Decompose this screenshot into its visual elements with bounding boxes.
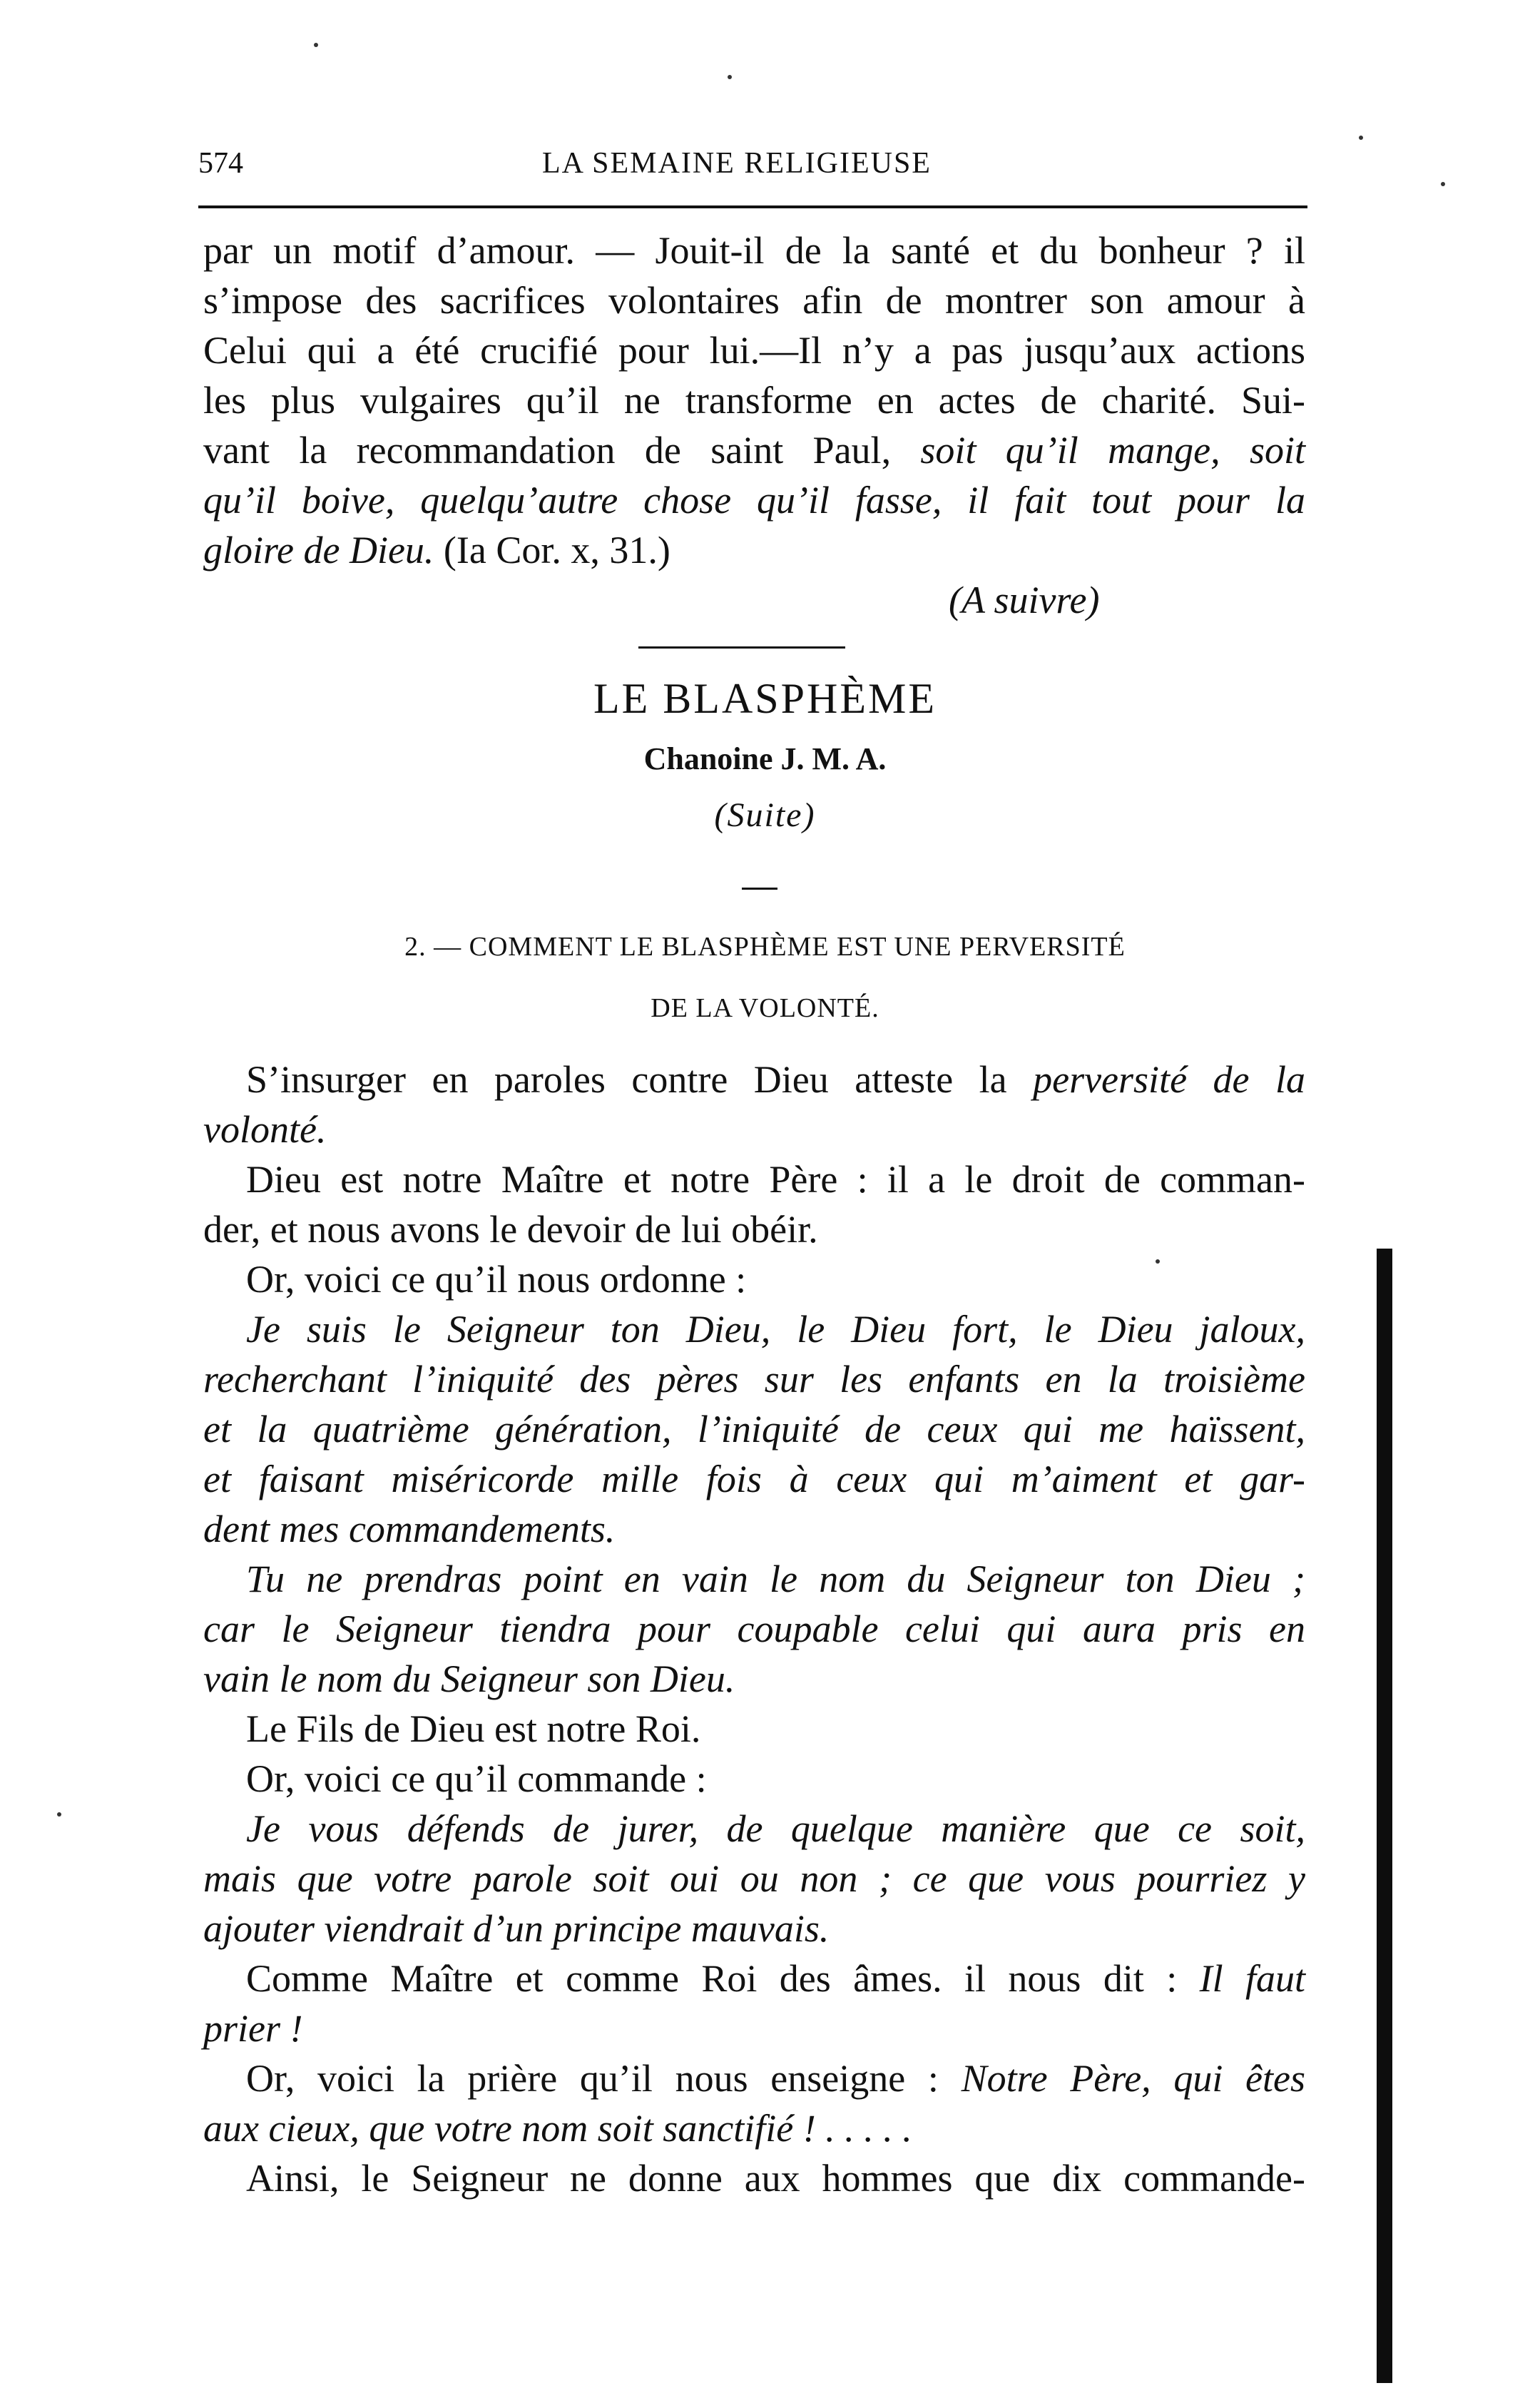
section-heading-continued: DE LA VOLONTÉ.: [651, 993, 879, 1023]
paragraph-line: Dieu est notre Maître et notre Père : il a le droit de comman-: [246, 1158, 1305, 1201]
scripture-quote: gloire de Dieu.: [203, 529, 434, 571]
emphasis: volonté.: [203, 1108, 327, 1151]
text-line: par un motif d’amour. — Jouit-il de la santé et du bonheur ? il: [203, 229, 1305, 272]
prayer-quote: aux cieux, que votre nom soit sanctifié ! . . . . .: [203, 2107, 912, 2150]
paragraph-line: [246, 1055, 1305, 1104]
scripture-quote: et faisant miséricorde mille fois à ceux qui m’aiment et gar-: [203, 1458, 1305, 1500]
paragraph-line: [246, 1954, 1305, 2003]
prayer-quote: Notre Père, qui êtes: [961, 2057, 1305, 2100]
scripture-quote: Tu ne prendras point en vain le nom du Seigneur ton Dieu ;: [246, 1558, 1305, 1600]
text-run: S’insurger en paroles contre Dieu atteste la: [246, 1058, 1034, 1101]
article-title: LE BLASPHÈME: [593, 675, 937, 722]
scan-speck: [57, 1812, 61, 1817]
text-line: [203, 425, 1305, 475]
scripture-quote: car le Seigneur tiendra pour coupable celui qui aura pris en: [203, 1607, 1305, 1650]
scripture-quote: vain le nom du Seigneur son Dieu.: [203, 1657, 735, 1700]
scan-speck: [1441, 182, 1445, 186]
text-line: Celui qui a été crucifié pour lui.—Il n’y a pas jusqu’aux actions: [203, 329, 1305, 372]
paragraph-line: Le Fils de Dieu est notre Roi.: [246, 1707, 701, 1750]
text-line: les plus vulgaires qu’il ne transforme en actes de charité. Sui-: [203, 379, 1305, 422]
scripture-quote: soit qu’il mange, soit: [920, 429, 1305, 472]
article-author: Chanoine J. M. A.: [643, 741, 887, 776]
paragraph-line: Ainsi, le Seigneur ne donne aux hommes que dix commande-: [246, 2157, 1305, 2200]
scan-speck: [728, 75, 732, 79]
page-number: 574: [198, 147, 243, 180]
emphasis: Il faut: [1199, 1957, 1306, 2000]
article-continued-note: (Suite): [714, 796, 816, 834]
small-divider: [742, 888, 777, 890]
scan-edge-shadow: [1377, 1249, 1392, 2383]
scan-speck: [1156, 1259, 1160, 1264]
text-run: Comme Maître et comme Roi des âmes. il nous dit :: [246, 1957, 1200, 2000]
scripture-quote: mais que votre parole soit oui ou non ; ce que vous pourriez y: [203, 1857, 1305, 1900]
text-line: s’impose des sacrifices volontaires afin de montrer son amour à: [203, 279, 1305, 322]
running-title: LA SEMAINE RELIGIEUSE: [542, 147, 932, 180]
scripture-quote: ajouter viendrait d’un principe mauvais.: [203, 1907, 830, 1950]
scripture-quote: qu’il boive, quelqu’autre chose qu’il fasse, il fait tout pour la: [203, 479, 1305, 522]
scripture-quote: recherchant l’iniquité des pères sur les enfants en la troisième: [203, 1358, 1305, 1401]
section-heading: 2. — COMMENT LE BLASPHÈME EST UNE PERVERSITÉ: [404, 932, 1126, 962]
section-divider: [638, 646, 845, 649]
scripture-quote: dent mes commandements.: [203, 1508, 616, 1550]
scripture-quote: Je vous défends de jurer, de quelque manière que ce soit,: [246, 1807, 1305, 1850]
scripture-quote: et la quatrième génération, l’iniquité de ceux qui me haïssent,: [203, 1408, 1305, 1451]
header-rule: [198, 205, 1307, 208]
text-run: Or, voici la prière qu’il nous enseigne :: [246, 2057, 962, 2100]
paragraph-line: [246, 2053, 1305, 2103]
paragraph-line: Or, voici ce qu’il commande :: [246, 1757, 707, 1800]
scripture-reference: (Ia Cor. x, 31.): [434, 529, 670, 571]
emphasis: prier !: [203, 2007, 303, 2050]
scan-speck: [314, 43, 318, 47]
scripture-quote: Je suis le Seigneur ton Dieu, le Dieu fort, le Dieu jaloux,: [246, 1308, 1305, 1351]
text-line: [203, 525, 1305, 575]
emphasis: perversité de la: [1033, 1058, 1305, 1101]
paragraph-line: der, et nous avons le devoir de lui obéir.: [203, 1208, 818, 1251]
to-be-continued: (A suivre): [949, 579, 1100, 621]
scan-speck: [1359, 136, 1363, 140]
paragraph-line: Or, voici ce qu’il nous ordonne :: [246, 1258, 747, 1301]
text-run: vant la recommandation de saint Paul,: [203, 429, 921, 472]
